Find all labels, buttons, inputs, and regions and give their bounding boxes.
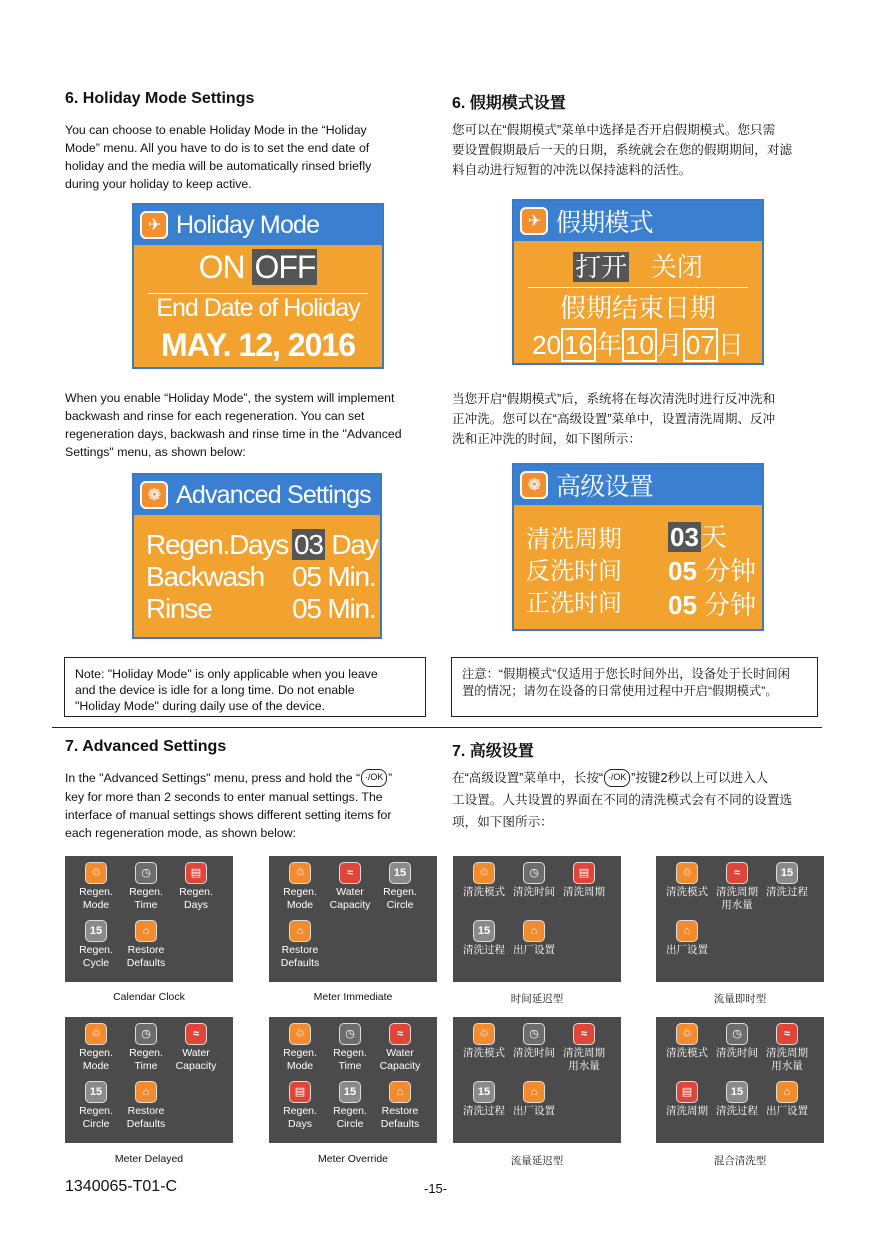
menu-item-label: Restore [281, 944, 319, 956]
menu-item-label: 清洗时间 [513, 886, 555, 898]
menu-item[interactable] [762, 1023, 812, 1073]
menu-item-label: 清洗周期 [563, 1047, 605, 1059]
settings-menu-grid [269, 856, 437, 982]
gear-icon: ❁ [140, 481, 168, 509]
settings-menu-grid [656, 856, 824, 982]
section-7-title-zh: 7. 高级设置 [452, 743, 534, 760]
menu-item[interactable] [121, 1081, 171, 1131]
menu-item[interactable] [662, 1081, 712, 1118]
airplane-icon: ✈ [520, 207, 548, 235]
screen-title-bar: ❁ Advanced Settings [134, 475, 380, 515]
on-off-toggle [134, 249, 382, 286]
menu-item[interactable] [762, 862, 812, 899]
clock-icon: ◷ [135, 1023, 157, 1045]
menu-item-label: Time [134, 899, 158, 911]
menu-item-label: 清洗模式 [666, 886, 708, 898]
menu-item-label: Defaults [126, 1118, 166, 1130]
menu-item-label: 清洗时间 [513, 1047, 555, 1059]
menu-item-label: Days [288, 1118, 312, 1130]
menu-item-label: Days [184, 899, 208, 911]
menu-caption: 混合清洗型 [713, 1155, 767, 1167]
holiday-mode-screen-en [132, 203, 384, 369]
regen-icon: ♲ [676, 1023, 698, 1045]
menu-item[interactable] [121, 920, 171, 970]
section-6-title-en: 6. Holiday Mode Settings [65, 90, 255, 107]
backwash-value: 05 Min. [292, 561, 376, 592]
end-date-value: 20 16 年 10 月 07 日 [532, 330, 744, 360]
water-icon: ≈ [185, 1023, 207, 1045]
menu-item-label: 清洗过程 [463, 944, 505, 956]
menu-item[interactable] [662, 1023, 712, 1060]
menu-item-label: Regen. [283, 1047, 317, 1059]
cycle-icon: 15 [85, 1081, 107, 1103]
rinse-value: 05 Min. [292, 593, 376, 624]
on-option: 打开 [575, 252, 628, 282]
menu-item[interactable] [712, 862, 762, 912]
regen-icon: ♲ [473, 862, 495, 884]
settings-menu-grid [453, 1017, 621, 1143]
menu-item-label: Regen. [333, 1047, 367, 1059]
restore-icon: ⌂ [289, 920, 311, 942]
menu-item[interactable] [121, 1023, 171, 1073]
menu-caption: 时间延迟型 [510, 993, 564, 1005]
backwash-value: 05 分钟 [668, 556, 757, 586]
menu-item[interactable] [71, 862, 121, 912]
menu-caption: Meter Override [317, 1153, 389, 1165]
menu-item-label: Water [336, 886, 364, 898]
menu-item[interactable] [375, 1081, 425, 1131]
menu-item-label: 出厂设置 [513, 944, 555, 956]
menu-item-label: Mode [82, 899, 110, 911]
section-7-title-en: 7. Advanced Settings [65, 738, 227, 755]
clock-icon: ◷ [523, 1023, 545, 1045]
water-icon: ≈ [573, 1023, 595, 1045]
section-7-intro-en: In the "Advanced Settings" menu, press and hold the “ ·/OK ” key for more than 2 seconds to enter manual settings. The interface of manual settings shows different setting items for each regeneration mode, as shown below: [65, 771, 393, 840]
rinse-label: Rinse [146, 593, 212, 624]
backwash-label: Backwash [146, 561, 265, 592]
menu-item[interactable] [375, 1023, 425, 1073]
menu-item-label: Restore [127, 944, 165, 956]
end-date-label: 假期结束日期 [528, 287, 748, 325]
menu-item-label: Restore [127, 1105, 165, 1117]
menu-item-label: Water [182, 1047, 210, 1059]
menu-item[interactable] [71, 1023, 121, 1073]
menu-item-label: 清洗周期 [716, 886, 758, 898]
regen-icon: ♲ [676, 862, 698, 884]
cycle-icon: 15 [85, 920, 107, 942]
menu-item[interactable] [459, 1023, 509, 1060]
menu-item-label: Mode [286, 899, 314, 911]
ok-key-icon: ·/OK [361, 769, 387, 787]
menu-item[interactable] [762, 1081, 812, 1118]
calendar-icon: ▤ [573, 862, 595, 884]
menu-item-label: Regen. [79, 886, 113, 898]
menu-caption: Calendar Clock [113, 991, 185, 1003]
menu-item[interactable] [509, 1081, 559, 1118]
menu-item-label: Regen. [79, 944, 113, 956]
end-date-value: MAY. 12, 2016 [161, 327, 355, 363]
water-icon: ≈ [726, 862, 748, 884]
on-off-toggle [514, 247, 762, 284]
settings-menu-grid [656, 1017, 824, 1143]
menu-item-label: 清洗周期 [666, 1105, 708, 1117]
menu-item-label: 用水量 [771, 1060, 803, 1072]
menu-item-label: 出厂设置 [666, 944, 708, 956]
cycle-icon: 15 [776, 862, 798, 884]
restore-icon: ⌂ [135, 1081, 157, 1103]
document-id: 1340065-T01-C [65, 1178, 178, 1195]
cycle-icon: 15 [473, 1081, 495, 1103]
clock-icon: ◷ [726, 1023, 748, 1045]
menu-item[interactable] [509, 862, 559, 899]
menu-item-label: Water [386, 1047, 414, 1059]
restore-icon: ⌂ [776, 1081, 798, 1103]
clock-icon: ◷ [523, 862, 545, 884]
section-7-intro-zh: 在“高级设置”菜单中，长按“ ·/OK ”按键2秒以上可以进入人 工设置。人共设置的界面在不同的清洗模式会有不同的设置选 项，如下图所示： [452, 771, 793, 829]
menu-item-label: 清洗过程 [766, 886, 808, 898]
screen-title-bar: ❁ 高级设置 [514, 465, 762, 505]
menu-item-label: 清洗周期 [766, 1047, 808, 1059]
menu-item-label: Regen. [79, 1047, 113, 1059]
menu-item-label: Regen. [333, 1105, 367, 1117]
menu-item[interactable] [275, 862, 325, 912]
end-date-label: End Date of Holiday [148, 293, 368, 323]
menu-item-label: Regen. [129, 1047, 163, 1059]
menu-item[interactable] [275, 1023, 325, 1073]
menu-item[interactable] [171, 1023, 221, 1073]
backwash-label: 反洗时间 [526, 558, 622, 585]
menu-item-label: Mode [286, 1060, 314, 1072]
menu-item[interactable] [509, 920, 559, 957]
menu-item-label: Circle [82, 1118, 110, 1130]
advanced-settings-screen-en [132, 473, 382, 639]
restore-icon: ⌂ [523, 1081, 545, 1103]
menu-item-label: Restore [381, 1105, 419, 1117]
menu-item-label: 出厂设置 [766, 1105, 808, 1117]
menu-item[interactable] [121, 862, 171, 912]
regen-icon: ♲ [473, 1023, 495, 1045]
menu-item-label: 清洗模式 [463, 1047, 505, 1059]
calendar-icon: ▤ [676, 1081, 698, 1103]
menu-item-label: Regen. [79, 1105, 113, 1117]
menu-item[interactable] [712, 1023, 762, 1060]
holiday-mode-screen-zh [512, 199, 764, 365]
menu-item[interactable] [509, 1023, 559, 1060]
rinse-label: 正洗时间 [526, 590, 622, 617]
rinse-value: 05 分钟 [668, 590, 757, 620]
menu-item[interactable] [325, 1023, 375, 1073]
menu-item[interactable] [712, 1081, 762, 1118]
clock-icon: ◷ [339, 1023, 361, 1045]
menu-item-label: Circle [336, 1118, 364, 1130]
note-box-en: Note: "Holiday Mode" is only applicable when you leave and the device is idle for a long time. Do not enable "Holiday Mode" during daily use of the device. [64, 657, 426, 717]
restore-icon: ⌂ [135, 920, 157, 942]
section-6-title-zh: 6. 假期模式设置 [452, 95, 566, 112]
menu-item-label: Regen. [283, 886, 317, 898]
menu-item[interactable] [375, 862, 425, 912]
water-icon: ≈ [776, 1023, 798, 1045]
menu-item-label: Time [338, 1060, 362, 1072]
menu-caption: 流量延迟型 [510, 1155, 564, 1167]
settings-menu-grid [65, 856, 233, 982]
regen-icon: ♲ [289, 1023, 311, 1045]
settings-menu-grid [65, 1017, 233, 1143]
menu-item-label: 清洗过程 [463, 1105, 505, 1117]
menu-item-label: Defaults [380, 1118, 420, 1130]
section-6-detail-zh: 当您开启“假期模式”后，系统将在每次清洗时进行反冲洗和 正冲洗。您可以在“高级设置”菜单中，设置清洗周期、反冲 洗和正冲洗的时间，如下图所示： [452, 392, 776, 446]
menu-item[interactable] [559, 862, 609, 899]
menu-item[interactable] [275, 1081, 325, 1131]
regen-days-value: 03 Day [294, 529, 378, 560]
water-icon: ≈ [389, 1023, 411, 1045]
clock-icon: ◷ [135, 862, 157, 884]
water-icon: ≈ [339, 862, 361, 884]
menu-item-label: 清洗时间 [716, 1047, 758, 1059]
menu-caption: Meter Delayed [114, 1153, 184, 1165]
menu-item[interactable] [325, 1081, 375, 1131]
menu-item-label: 用水量 [721, 899, 753, 911]
menu-caption: 流量即时型 [713, 993, 767, 1005]
menu-item-label: 清洗模式 [463, 886, 505, 898]
settings-menu-grid [453, 856, 621, 982]
section-6-intro-en: You can choose to enable Holiday Mode in the “Holiday Mode” menu. All you have to do is to set the end date of holiday and the media will be automatically rinsed briefly during your holiday to keep active. [65, 123, 372, 191]
page-number: -15- [424, 1181, 448, 1196]
regen-icon: ♲ [85, 1023, 107, 1045]
menu-item-label: Capacity [379, 1060, 421, 1072]
cycle-icon: 15 [473, 920, 495, 942]
section-6-intro-zh: 您可以在“假期模式”菜单中选择是否开启假期模式。您只需 要设置假期最后一天的日期，系统就会在您的假期期间，对滤 料自动进行短暂的冲洗以保持滤料的活性。 [452, 123, 793, 177]
menu-item[interactable] [71, 920, 121, 970]
menu-item-label: 清洗周期 [563, 886, 605, 898]
menu-item-label: Capacity [175, 1060, 217, 1072]
screen-title-bar: ✈ Holiday Mode [134, 205, 382, 245]
cycle-icon: 15 [339, 1081, 361, 1103]
menu-item-label: Defaults [126, 957, 166, 969]
airplane-icon: ✈ [140, 211, 168, 239]
menu-item-label: 清洗过程 [716, 1105, 758, 1117]
menu-item-label: Capacity [329, 899, 371, 911]
section-6-detail-en: When you enable “Holiday Mode”, the system will implement backwash and rinse for each regeneration. You can set regeneration days, backwash and rinse time in the "Advanced Settings" menu, as shown below: [65, 391, 402, 459]
menu-item-label: Mode [82, 1060, 110, 1072]
regen-icon: ♲ [85, 862, 107, 884]
restore-icon: ⌂ [523, 920, 545, 942]
menu-item-label: Circle [386, 899, 414, 911]
calendar-icon: ▤ [185, 862, 207, 884]
regen-days-label: 清洗周期 [526, 526, 622, 553]
cycle-icon: 15 [389, 862, 411, 884]
menu-item-label: Regen. [383, 886, 417, 898]
section-divider [52, 727, 822, 728]
menu-item[interactable] [662, 920, 712, 957]
menu-caption: Meter Immediate [313, 991, 393, 1003]
menu-item[interactable] [459, 1081, 509, 1118]
regen-days-value: 03天 [670, 522, 727, 552]
note-box-zh: 注意：“假期模式”仅适用于您长时间外出，设备处于长时间闲 置的情况；请勿在设备的日常使用过程中开启“假期模式”。 [451, 657, 818, 717]
menu-item[interactable] [459, 862, 509, 899]
menu-item-label: Regen. [129, 886, 163, 898]
gear-icon: ❁ [520, 471, 548, 499]
menu-item-label: 用水量 [568, 1060, 600, 1072]
menu-item[interactable] [662, 862, 712, 899]
menu-item[interactable] [559, 1023, 609, 1073]
cycle-icon: 15 [726, 1081, 748, 1103]
menu-item-label: Cycle [82, 957, 110, 969]
off-option: 关闭 [650, 252, 703, 282]
off-option: OFF [254, 249, 316, 285]
menu-item-label: Time [134, 1060, 158, 1072]
menu-item-label: Regen. [283, 1105, 317, 1117]
menu-item[interactable] [459, 920, 509, 957]
restore-icon: ⌂ [676, 920, 698, 942]
calendar-icon: ▤ [289, 1081, 311, 1103]
settings-menu-grid [269, 1017, 437, 1143]
menu-item-label: Defaults [280, 957, 320, 969]
menu-item-label: 清洗模式 [666, 1047, 708, 1059]
menu-item-label: 出厂设置 [513, 1105, 555, 1117]
menu-item[interactable] [171, 862, 221, 912]
menu-item[interactable] [71, 1081, 121, 1131]
restore-icon: ⌂ [389, 1081, 411, 1103]
menu-item[interactable] [275, 920, 325, 970]
menu-item[interactable] [325, 862, 375, 912]
ok-key-icon: ·/OK [604, 769, 630, 787]
screen-title-bar: ✈ 假期模式 [514, 201, 762, 241]
regen-icon: ♲ [289, 862, 311, 884]
regen-days-label: Regen.Days [146, 529, 289, 560]
advanced-settings-screen-zh [512, 463, 764, 631]
on-option: ON [198, 249, 245, 285]
menu-item-label: Regen. [179, 886, 213, 898]
